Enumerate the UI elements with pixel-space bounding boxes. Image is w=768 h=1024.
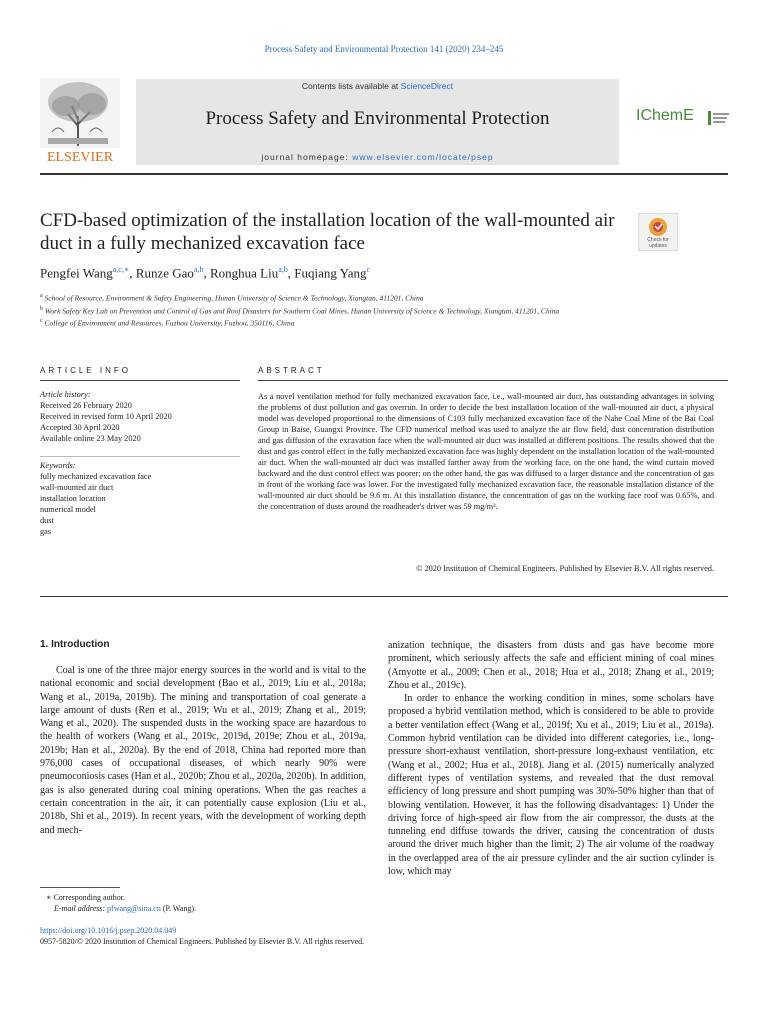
icheme-logo [636,107,732,131]
author-name[interactable]: Pengfei Wang [40,265,113,281]
email-link[interactable]: pfwang@sina.cn [107,904,161,913]
body-paragraph: In order to enhance the working condition in mines, some scholars have proposed a hybrid ventilation method, which is considered to be able to provide a better ventilation effect (Wang et al., 2019f; Xu et al., 2019; Liu et al., 2019a). Common hybrid ventilation can be divided into different categories, i.e., long-pressure short-exhaust ventilation, short-pressure long-exhaust ventilation, etc (Wang et al., 2002; Hua et al., 2018). Jiang et al. (2015) numerically analyzed different types of ventilation systems, and revealed that the dust removal efficiency of long pressure and short pumping was 30%-50% higher than that of blowing ventilation. However, it has the following disadvantages: 1) Under the driving force of high-speed air flow from the air compressor, the dusts at the tunneling end diffuse towards the driver, causing the concentration of dusts around the driver much higher than the limit; 2) The air volume of the roadway in the overlapped area of the air pressure cylinder and the air suction cylinder is low, which may [388,693,714,878]
history-item: Received in revised form 10 April 2020 [40,412,172,421]
affiliation-mark: b [40,305,43,312]
article-history [40,389,240,444]
contents-prefix: Contents lists available at [301,81,401,91]
homepage-prefix: journal homepage: [261,152,353,162]
affiliation-text: College of Environment and Resources, Fuzhou University, Fuzhou, 350116, China [44,318,295,328]
abstract-divider [258,380,728,381]
corresponding-author-note: ∗ Corresponding author. [46,893,125,902]
header-divider [40,173,728,175]
history-item: Received 26 February 2020 [40,401,132,410]
author-affiliation-mark[interactable]: a,b [278,265,288,274]
abstract-heading: ABSTRACT [258,366,325,375]
affiliation-text: Work Safety Key Lab on Prevention and Control of Gas and Roof Disasters for Southern Coal Mines, Hunan University of Science & Technology, Xiangtan, 411201, China [44,306,560,315]
journal-homepage-line [136,152,619,162]
author-affiliation-mark[interactable]: a,c,∗ [112,265,130,274]
footnote-divider [40,887,120,888]
abstract-text: As a novel ventilation method for fully mechanized excavation face, i.e., wall-mounted air duct, has outstanding advantages in solving the problems of dust pollution and gas overrun. In order to decide the best installation location of the wall-mounted air duct, a physical model was developed proportional to the dimensions of C103 fully mechanized excavation face of the Nahe Coal Mine of the Bai Coal Group in Baise, Guangxi Province. The CFD numerical method was used to analyze the air flow field, dust concentration distribution and gas diffusion of the excavation face when the wall-mounted air duct was installed at different positions. The results showed that the dust and gas control effect in the fully mechanized excavation face was highly dependent on the installation location of the wall-mounted air duct. When the wall-mounted air duct was installed farther away from the working face, on the one hand, the wind curtain moved backward and the dust control effect was poorer; on the other hand, the gas was diffused to a larger distance and the concentration of gas in front of the working face was lower. For the investigated fully mechanized excavation face, the reasonable installation distance of the wall-mounted air duct should be 9.6 m. At this installation distance, the concentration of gas on the working face roof was 0.65%, and the concentration of dusts around the roadheader's driver was 59 mg/m³. [258,392,714,511]
elsevier-logo [38,76,122,168]
icheme-emblem-icon [708,109,730,127]
journal-reference-link[interactable]: Process Safety and Environmental Protection 141 (2020) 234–245 [264,44,504,54]
affiliation-item [40,291,640,304]
author-name[interactable]: Runze Gao [135,265,194,281]
history-item: Accepted 30 April 2020 [40,423,120,432]
sciencedirect-link[interactable]: ScienceDirect [400,81,454,91]
keywords-divider [40,456,240,457]
keyword-item: fully mechanized excavation face [40,472,152,481]
affiliation-item [40,316,640,329]
check-for-updates-badge[interactable] [638,213,678,251]
journal-title: Process Safety and Environmental Protection [205,108,550,129]
keyword-item: gas [40,527,52,536]
footnote [40,892,370,914]
body-paragraph: anization technique, the disasters from dusts and gas have become more prominent, which seriously affects the safe and efficient mining of coal mines (Amyotte et al., 2009; Chen et al., 2018; Hua et al., 2018; Zhang et al., 2019; Zhou et al., 2019c). [388,640,714,691]
keyword-list [40,460,240,537]
email-suffix: (P. Wang). [162,904,197,913]
author-affiliation-mark[interactable]: a,b [193,265,204,274]
homepage-link[interactable]: www.elsevier.com/locate/psep [352,152,494,162]
issn-copyright-line: 0957-5820/© 2020 Institution of Chemical Engineers. Published by Elsevier B.V. All rights reserved. [40,937,365,946]
author-affiliation-mark[interactable]: c [366,265,371,274]
body-paragraph: Coal is one of the three major energy sources in the world and is vital to the national economic and social development (Bao et al., 2019; Liu et al., 2018a; Wang et al., 2019a, 2019b). The mining and transportation of coal generate a large amount of dusts (Ren et al., 2019; Wu et al., 2019; Zhang et al., 2019; Wang et al., 2020). The suspended dusts in the working space are hazardous to the health of workers (Wang et al., 2019c, 2019d, 2019e; Zhou et al., 2019a, 2019b; Han et al., 2020a). By the end of 2018, China had reported more than 976,000 cases of occupational diseases, of which nearly 90% were pneumoconiosis cases (Han et al., 2020b; Zhou et al., 2020a, 2020b). In addition, gas is also generated during coal mining operations. When the gas reaches a certain concentration in the air, it can potentially cause explosion (Liu et al., 2018b, Shi et al., 2019). In recent years, with the development of working depth and mech- [40,665,366,836]
article-title: CFD-based optimization of the installation location of the wall-mounted air duct in a fully mechanized excavation face [40,210,615,254]
article-history-label: Article history: [40,390,91,399]
keyword-item: wall-mounted air duct [40,483,114,492]
doi-link[interactable]: https://doi.org/10.1016/j.psep.2020.04.049 [40,926,177,935]
article-info-divider [40,380,240,381]
keyword-item: numerical model [40,505,96,514]
email-label: E-mail address: [54,904,106,913]
keywords-label: Keywords: [40,461,76,470]
elsevier-wordmark: ELSEVIER [46,150,114,165]
article-info-heading: ARTICLE INFO [40,366,131,375]
author-name[interactable]: Fuqiang Yang [294,265,367,281]
affiliation-item [40,304,640,317]
affiliation-mark: a [40,293,43,299]
affiliation-mark: c [40,318,43,324]
history-item: Available online 23 May 2020 [40,434,141,443]
email-line [40,903,370,914]
contents-line [136,81,619,91]
author-name[interactable]: Ronghua Liu [209,265,279,281]
abstract-copyright: © 2020 Institution of Chemical Engineers. Published by Elsevier B.V. All rights reserved. [416,564,714,573]
keyword-item: installation location [40,494,106,503]
front-matter-divider [40,596,728,597]
body-column-right [388,639,714,878]
keyword-item: dust [40,516,54,525]
icheme-wordmark: IChemE [636,107,694,124]
author-list: Pengfei Wang$^{a,c,∗}$, Runze Gao$^{a,b}$, Ronghua Liu$^{a,b}$, Fuqiang Yang$^c$ [40,265,371,281]
section-heading-introduction: 1. Introduction [40,639,110,650]
affiliation-list [40,291,640,329]
check-for-updates-label: Check for updates [647,237,669,249]
affiliation-text: School of Resource, Environment & Safety Engineering, Hunan University of Science & Technology, Xiangtan, 411201, China [44,293,424,303]
